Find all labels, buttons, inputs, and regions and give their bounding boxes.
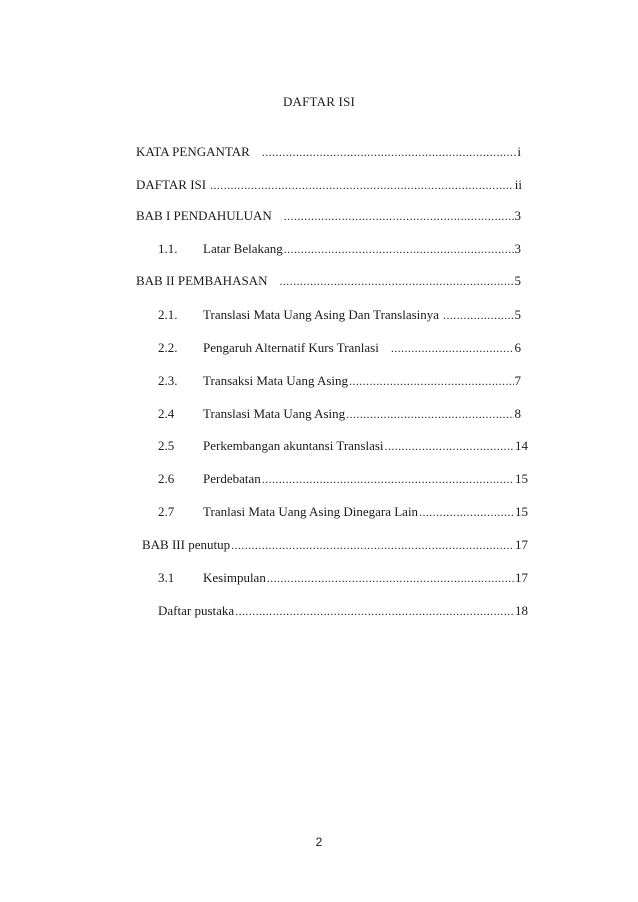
toc-entry-label: Kesimpulan <box>203 570 266 585</box>
toc-entry-label: KATA PENGANTAR <box>136 144 250 159</box>
toc-entry-label: Daftar pustaka <box>158 603 235 618</box>
dot-leader <box>385 438 514 454</box>
toc-entry-page: 8 <box>514 406 521 421</box>
toc-entry-number: 2.6 <box>158 471 175 486</box>
dot-leader <box>267 570 514 586</box>
toc-entry-page: 6 <box>514 340 521 355</box>
toc-entry-label: Perkembangan akuntansi Translasi <box>203 438 384 453</box>
dot-leader <box>210 177 514 193</box>
dot-leader <box>231 537 514 553</box>
toc-entry-number: 2.7 <box>158 504 175 519</box>
dot-leader <box>235 603 514 619</box>
toc-entry-2-6 <box>158 471 528 487</box>
dot-leader <box>279 273 513 289</box>
toc-entry-bab-3 <box>142 537 528 553</box>
toc-entry-page: 3 <box>514 208 521 223</box>
toc-entry-page: 17 <box>515 537 528 552</box>
page-number: 2 <box>315 835 323 849</box>
toc-entry-2-3 <box>158 373 521 389</box>
toc-entry-label: BAB III penutup <box>142 537 231 552</box>
toc-entry-number: 2.5 <box>158 438 175 453</box>
toc-entry-label: Latar Belakang <box>203 241 283 256</box>
toc-entry-label: Translasi Mata Uang Asing Dan Translasinya <box>203 307 440 322</box>
dot-leader <box>262 471 514 487</box>
toc-entry-page: 15 <box>515 471 528 486</box>
dot-leader <box>262 144 517 160</box>
dot-leader <box>346 406 513 422</box>
toc-entry-page: 18 <box>515 603 528 618</box>
toc-entry-label: DAFTAR ISI <box>136 177 207 192</box>
toc-entry-page: 15 <box>515 504 528 519</box>
toc-entry-page: ii <box>514 177 522 192</box>
toc-entry-daftar-isi <box>136 177 522 193</box>
dot-leader <box>391 340 514 356</box>
toc-entry-number: 2.2. <box>158 340 178 355</box>
toc-entry-number: 2.1. <box>158 307 178 322</box>
toc-entry-bab-1 <box>136 208 521 224</box>
toc-entry-number: 2.4 <box>158 406 175 421</box>
toc-entry-label: Tranlasi Mata Uang Asing Dinegara Lain <box>203 504 419 519</box>
toc-entry-number: 3.1 <box>158 570 175 585</box>
dot-leader <box>443 307 513 323</box>
toc-entry-page: 3 <box>514 241 521 256</box>
toc-entry-number: 1.1. <box>158 241 178 256</box>
toc-entry-page: i <box>517 144 521 159</box>
toc-entry-label: Pengaruh Alternatif Kurs Tranlasi <box>203 340 379 355</box>
dot-leader <box>284 241 514 257</box>
toc-entry-daftar-pustaka <box>158 603 528 619</box>
toc-entry-label: BAB II PEMBAHASAN <box>136 273 268 288</box>
toc-entry-number: 2.3. <box>158 373 178 388</box>
dot-leader <box>419 504 514 520</box>
toc-entry-3-1 <box>158 570 528 586</box>
toc-entry-label: Translasi Mata Uang Asing <box>203 406 346 421</box>
toc-entry-kata-pengantar <box>136 144 521 160</box>
toc-entry-2-5 <box>158 438 528 454</box>
toc-entry-page: 7 <box>514 373 521 388</box>
toc-entry-label: Transaksi Mata Uang Asing <box>203 373 349 388</box>
toc-entry-2-1 <box>158 307 521 323</box>
toc-entry-bab-2 <box>136 273 521 289</box>
page-title: DAFTAR ISI <box>282 94 356 109</box>
toc-entry-2-4 <box>158 406 521 422</box>
toc-entry-page: 17 <box>515 570 528 585</box>
toc-entry-label: Perdebatan <box>203 471 261 486</box>
toc-entry-page: 5 <box>514 273 521 288</box>
dot-leader <box>284 208 514 224</box>
toc-entry-2-7 <box>158 504 528 520</box>
toc-entry-page: 14 <box>515 438 528 453</box>
toc-entry-2-2 <box>158 340 521 356</box>
toc-entry-page: 5 <box>514 307 521 322</box>
toc-entry-1-1 <box>158 241 521 257</box>
toc-entry-label: BAB I PENDAHULUAN <box>136 208 272 223</box>
dot-leader <box>349 373 513 389</box>
